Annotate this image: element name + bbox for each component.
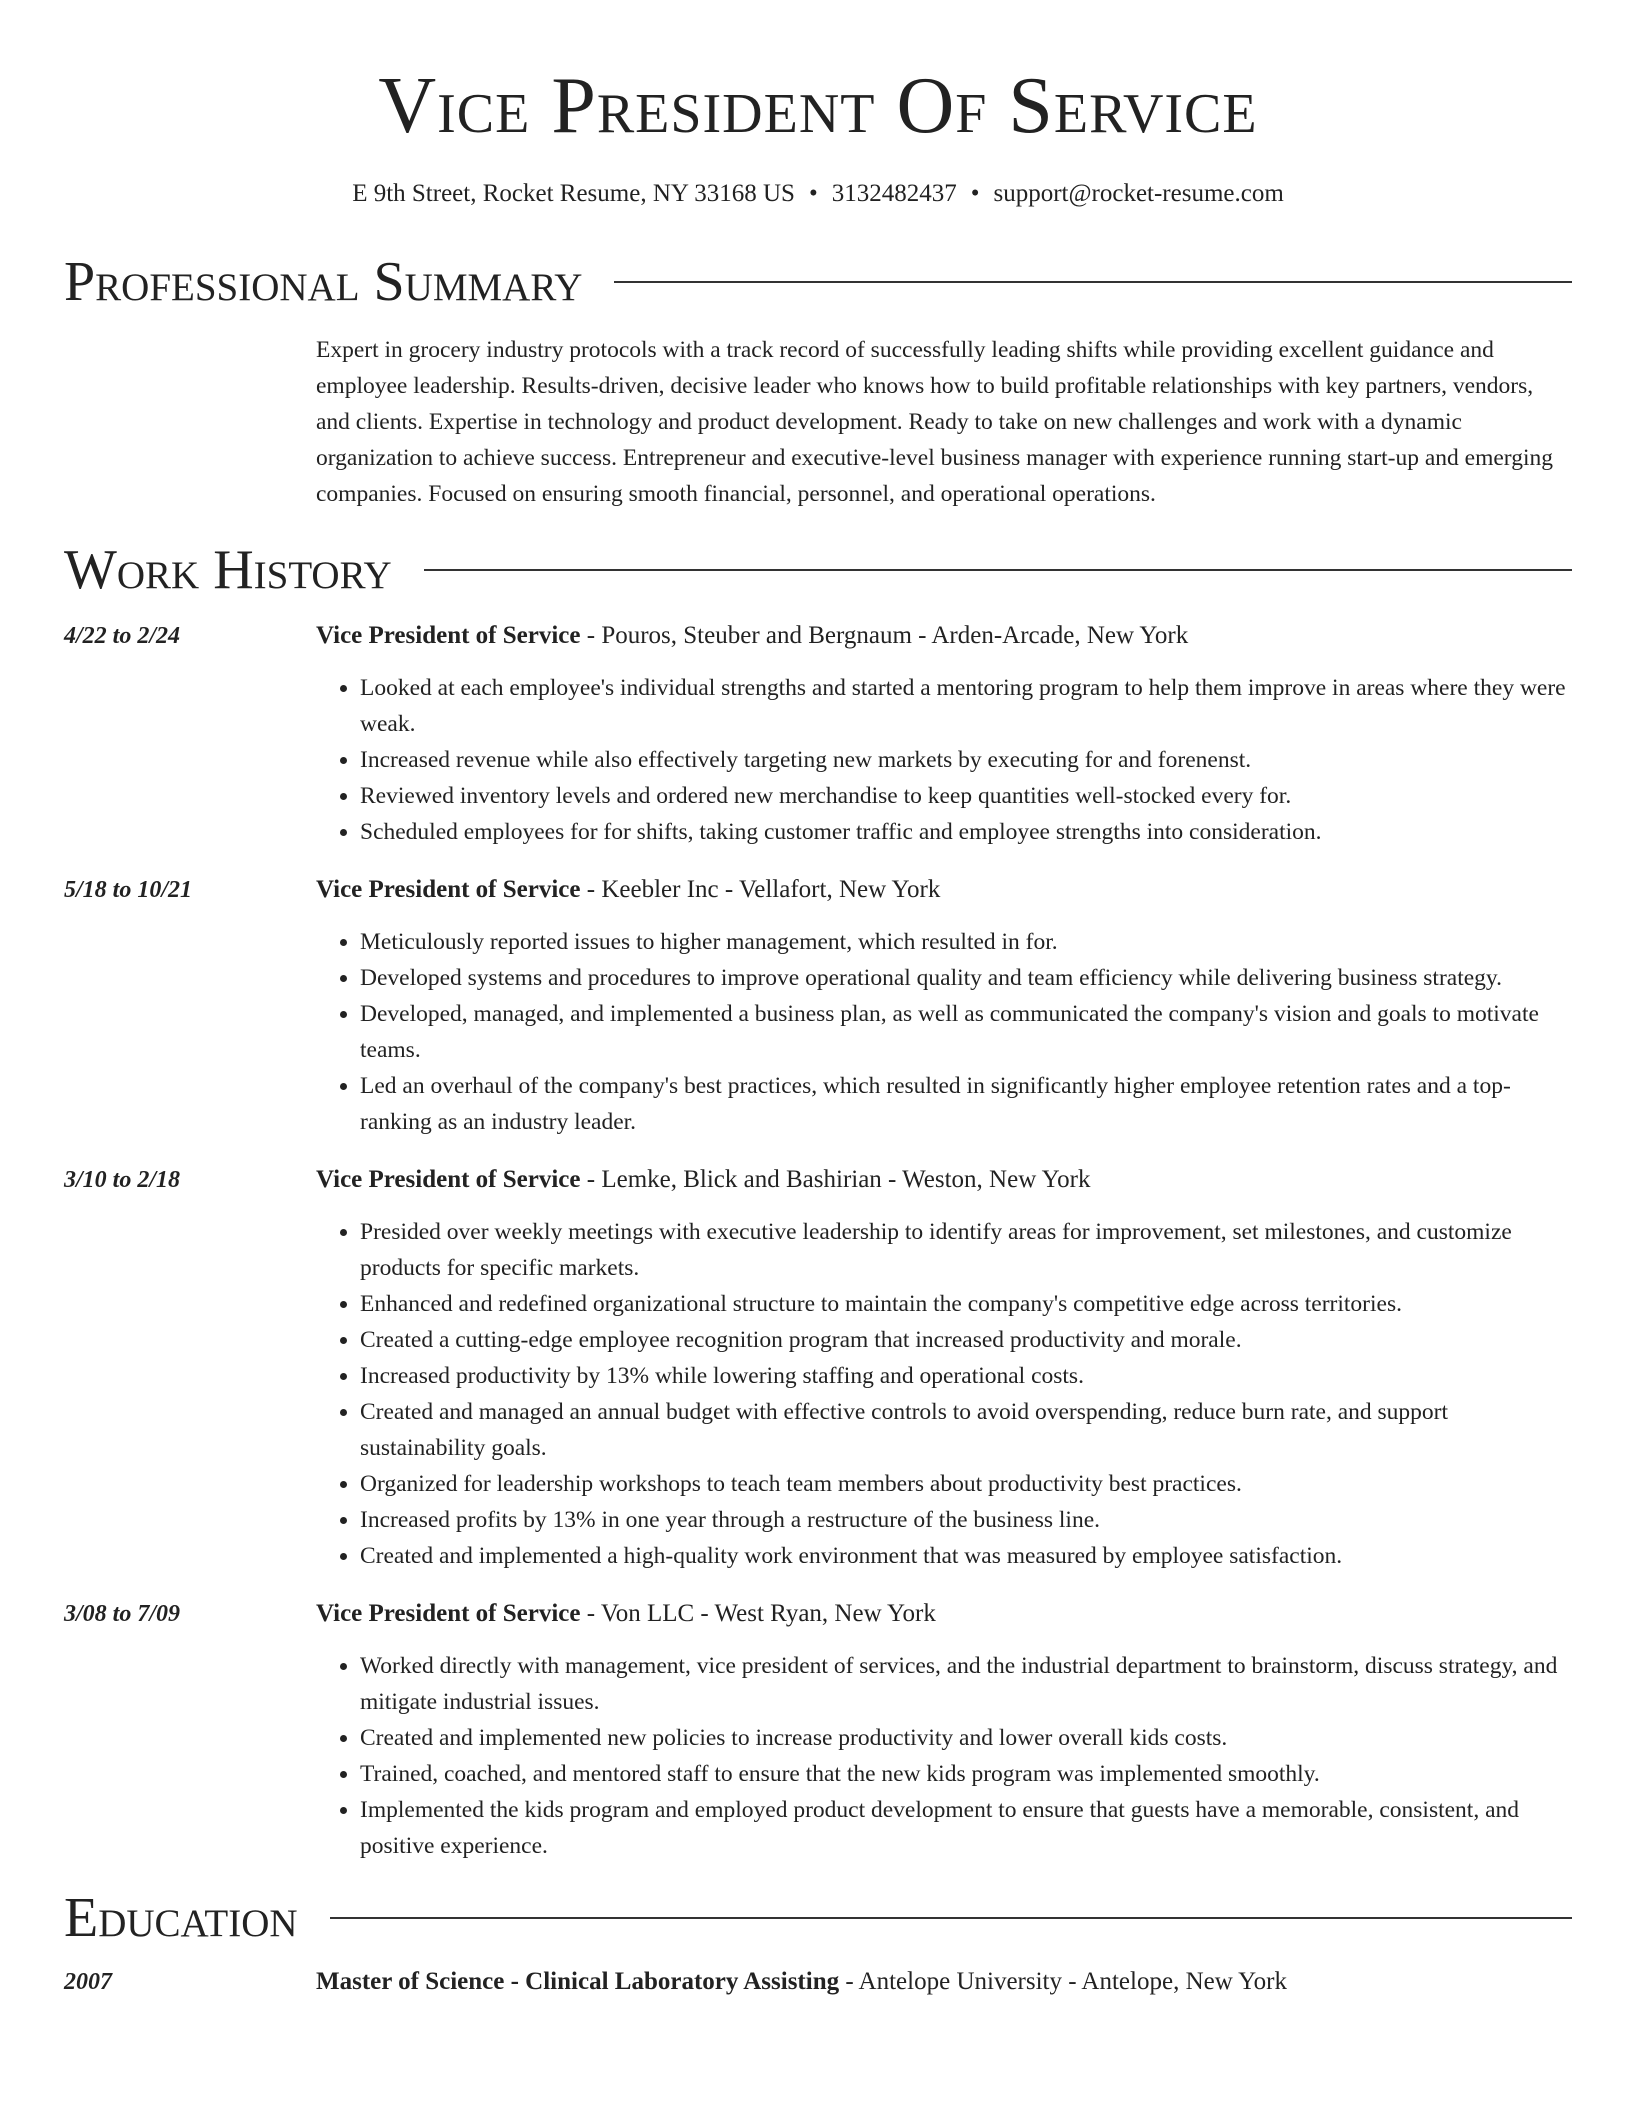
job-employer-location: - Von LLC - West Ryan, New York [580, 1600, 936, 1627]
contact-line [64, 180, 1572, 208]
job-bullet: • Meticulously reported issues to higher management, which resulted in for. [360, 924, 1572, 960]
job-bullet: • Worked directly with management, vice president of services, and the industrial department to brainstorm, discuss strategy, and mitigate industrial issues. [360, 1648, 1572, 1720]
education-section-header [64, 1887, 1572, 1949]
job-employer-location: - Keebler Inc - Vellafort, New York [580, 876, 941, 903]
job-bullet: • Enhanced and redefined organizational structure to maintain the company's competitive edge across territories. [360, 1286, 1572, 1322]
job-bullet-list [316, 670, 1572, 850]
job-entry [64, 1596, 1572, 1864]
section-divider [330, 1917, 1572, 1919]
job-bullet-list [316, 1214, 1572, 1574]
job-body [316, 872, 1572, 1140]
job-bullet: • Looked at each employee's individual strengths and started a mentoring program to help them improve in areas where they were weak. [360, 670, 1572, 742]
job-bullet: • Reviewed inventory levels and ordered new merchandise to keep quantities well-stocked every for. [360, 778, 1572, 814]
summary-section-header [64, 251, 1572, 313]
job-bullet: • Created and implemented new policies to increase productivity and lower overall kids costs. [360, 1720, 1572, 1756]
education-entry [64, 1964, 1572, 2000]
job-bullet-list [316, 924, 1572, 1140]
job-body [316, 618, 1572, 850]
contact-address: E 9th Street, Rocket Resume, NY 33168 US [352, 180, 795, 207]
job-title-line [316, 618, 1572, 654]
education-body [316, 1964, 1287, 2000]
job-bullet: • Increased profits by 13% in one year through a restructure of the business line. [360, 1502, 1572, 1538]
candidate-name: Vice President Of Service [378, 62, 1258, 150]
section-divider [614, 281, 1572, 283]
job-entry [64, 1162, 1572, 1574]
job-entry [64, 872, 1572, 1140]
job-bullet: • Organized for leadership workshops to teach team members about productivity best practices. [360, 1466, 1572, 1502]
job-employer-location: - Lemke, Blick and Bashirian - Weston, New York [580, 1166, 1091, 1193]
job-title: Vice President of Service [316, 1600, 581, 1627]
job-title: Vice President of Service [316, 876, 581, 903]
job-body [316, 1162, 1572, 1574]
job-bullet-list [316, 1648, 1572, 1864]
job-bullet: • Created a cutting-edge employee recognition program that increased productivity and morale. [360, 1322, 1572, 1358]
job-bullet: • Implemented the kids program and employed product development to ensure that guests have a memorable, consistent, and positive experience. [360, 1792, 1572, 1864]
summary-heading: Professional Summary [64, 251, 583, 313]
education-school-location: - Antelope University - Antelope, New York [839, 1968, 1287, 1995]
contact-email: support@rocket-resume.com [993, 180, 1284, 207]
job-bullet: • Developed systems and procedures to improve operational quality and team efficiency while delivering business strategy. [360, 960, 1572, 996]
job-entry [64, 618, 1572, 850]
contact-separator: • [970, 180, 980, 207]
job-bullet: • Created and managed an annual budget with effective controls to avoid overspending, reduce burn rate, and support sustainability goals. [360, 1394, 1572, 1466]
contact-separator: • [808, 180, 818, 207]
job-bullet: • Led an overhaul of the company's best practices, which resulted in significantly higher employee retention rates and a top-ranking as an industry leader. [360, 1068, 1572, 1140]
job-title: Vice President of Service [316, 622, 581, 649]
section-divider [424, 569, 1572, 571]
job-title-line [316, 872, 1572, 908]
job-bullet: • Presided over weekly meetings with executive leadership to identify areas for improvement, set milestones, and customize products for specific markets. [360, 1214, 1572, 1286]
job-bullet: • Increased revenue while also effectively targeting new markets by executing for and forenenst. [360, 742, 1572, 778]
job-dates: 3/08 to 7/09 [64, 1601, 181, 1627]
work-history-list [64, 618, 1572, 1864]
job-bullet: • Trained, coached, and mentored staff to ensure that the new kids program was implemented smoothly. [360, 1756, 1572, 1792]
job-dates: 3/10 to 2/18 [64, 1167, 181, 1193]
job-bullet: • Developed, managed, and implemented a business plan, as well as communicated the company's vision and goals to motivate teams. [360, 996, 1572, 1068]
contact-phone: 3132482437 [831, 180, 957, 207]
summary-text: Expert in grocery industry protocols with a track record of successfully leading shifts while providing excellent guidance and employee leadership. Results-driven, decisive leader who knows how to build profitable relationships with key partners, vendors, and clients. Expertise in technology and product development. Ready to take on new challenges and work with a dynamic organization to achieve success. Entrepreneur and executive-level business manager with experience running start-up and emerging companies. Focused on ensuring smooth financial, personnel, and operational operations. [316, 337, 1553, 507]
job-employer-location: - Pouros, Steuber and Bergnaum - Arden-Arcade, New York [580, 622, 1189, 649]
job-title: Vice President of Service [316, 1166, 581, 1193]
job-bullet: • Increased productivity by 13% while lowering staffing and operational costs. [360, 1358, 1572, 1394]
job-bullet: • Created and implemented a high-quality work environment that was measured by employee satisfaction. [360, 1538, 1572, 1574]
work-heading: Work History [64, 539, 392, 601]
job-dates: 5/18 to 10/21 [64, 877, 193, 903]
job-bullet: • Scheduled employees for for shifts, taking customer traffic and employee strengths into consideration. [360, 814, 1572, 850]
job-dates: 4/22 to 2/24 [64, 623, 181, 649]
education-date: 2007 [64, 1969, 112, 1995]
education-degree: Master of Science - Clinical Laboratory Assisting [316, 1968, 840, 1995]
job-title-line [316, 1596, 1572, 1632]
job-title-line [316, 1162, 1572, 1198]
resume-page [64, 0, 1572, 2000]
education-list [64, 1964, 1572, 2000]
work-section-header [64, 539, 1572, 601]
job-body [316, 1596, 1572, 1864]
education-heading: Education [64, 1887, 298, 1949]
